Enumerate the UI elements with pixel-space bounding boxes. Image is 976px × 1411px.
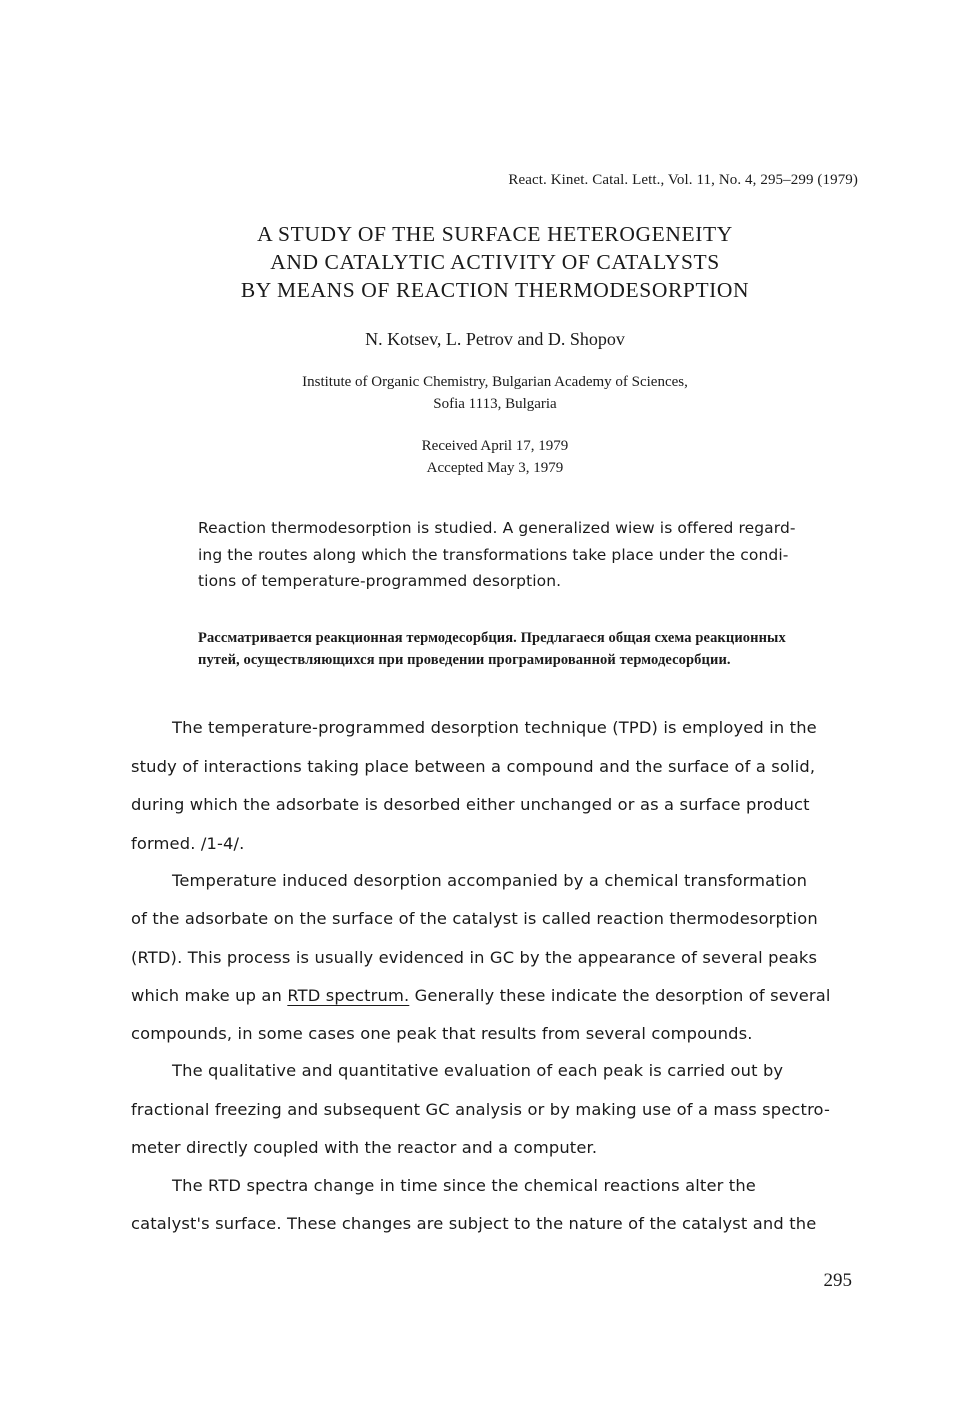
- body-line: fractional freezing and subsequent GC analysis or by making use of a mass spectro-: [131, 1100, 830, 1119]
- journal-citation: React. Kinet. Catal. Lett., Vol. 11, No. 4, 295–299 (1979): [508, 172, 858, 188]
- page-number: 295: [823, 1270, 852, 1291]
- body-line: meter directly coupled with the reactor and a computer.: [131, 1138, 598, 1157]
- accepted-date: Accepted May 3, 1979: [426, 460, 564, 476]
- title-line-2: AND CATALYTIC ACTIVITY OF CATALYSTS: [270, 250, 720, 274]
- title-line-3: BY MEANS OF REACTION THERMODESORPTION: [240, 278, 750, 302]
- body-line: catalyst's surface. These changes are subject to the nature of the catalyst and the: [131, 1214, 817, 1233]
- body-line: (RTD). This process is usually evidenced in GC by the appearance of several peaks: [131, 948, 818, 967]
- body-line: The temperature-programmed desorption technique (TPD) is employed in the: [172, 718, 817, 737]
- body-text: Generally these indicate the desorption of several: [409, 986, 831, 1005]
- body-line: formed. /1-4/.: [131, 834, 245, 853]
- abstract-ru-line: Рассматривается реакционная термодесорбция. Предлагаеся общая схема реакционных: [198, 630, 786, 646]
- affiliation-line-1: Institute of Organic Chemistry, Bulgarian Academy of Sciences,: [302, 374, 688, 390]
- body-line: of the adsorbate on the surface of the catalyst is called reaction thermodesorption: [131, 909, 818, 928]
- body-line: study of interactions taking place between a compound and the surface of a solid,: [131, 757, 816, 776]
- body-line: compounds, in some cases one peak that results from several compounds.: [131, 1024, 753, 1043]
- abstract-en-line: tions of temperature-programmed desorption.: [198, 572, 562, 590]
- body-line: during which the adsorbate is desorbed either unchanged or as a surface product: [131, 795, 810, 814]
- affiliation-line-2: Sofia 1113, Bulgaria: [433, 396, 557, 412]
- abstract-ru-line: путей, осуществляющихся при проведении програмированной термодесорбции.: [198, 652, 731, 668]
- body-line: The qualitative and quantitative evaluation of each peak is carried out by: [172, 1061, 784, 1080]
- underlined-term: RTD spectrum.: [287, 986, 410, 1005]
- body-line: [131, 986, 831, 1005]
- body-line: Temperature induced desorption accompanied by a chemical transformation: [172, 871, 808, 890]
- body-line: The RTD spectra change in time since the chemical reactions alter the: [172, 1176, 756, 1195]
- received-date: Received April 17, 1979: [421, 438, 569, 454]
- title-line-1: A STUDY OF THE SURFACE HETEROGENEITY: [257, 222, 733, 246]
- authors: N. Kotsev, L. Petrov and D. Shopov: [365, 329, 625, 349]
- body-text: which make up an: [131, 986, 288, 1005]
- abstract-en-line: ing the routes along which the transformations take place under the condi-: [198, 546, 789, 564]
- abstract-en-line: Reaction thermodesorption is studied. A generalized wiew is offered regard-: [198, 519, 796, 537]
